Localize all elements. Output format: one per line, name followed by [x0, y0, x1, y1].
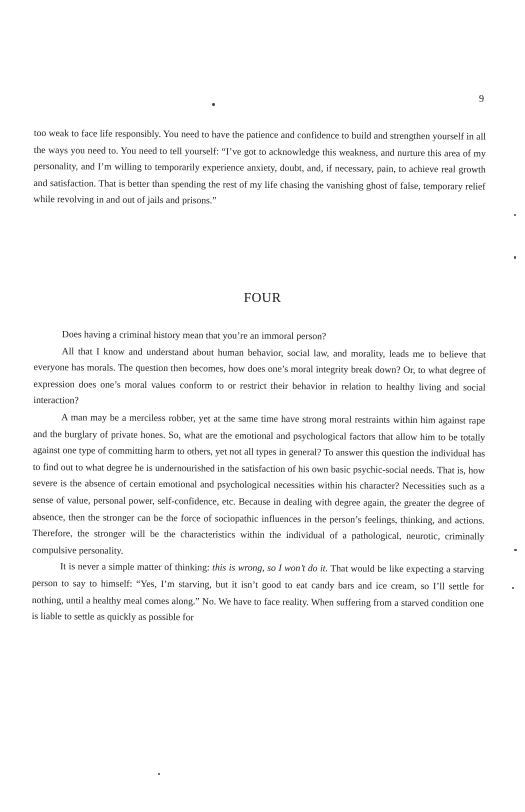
emphasized-phrase: this is wrong, so I won’t do it.: [212, 562, 328, 575]
body-paragraph-question: Does having a criminal history mean that you’re an immoral person?: [61, 329, 327, 343]
body-paragraph-morals: All that I know and understand about human behavior, social law, and morality, leads me to believe that everyone has morals. The question then becomes, how does one’s moral integrity break down? Or, to what degree of expression does one’s moral values conform to or restrict their behavior in relation to healthy living and social interaction?: [33, 345, 486, 407]
paragraph-text-start: It is never a simple matter of thinking:: [60, 561, 213, 574]
paragraph-text-end: That would be like expecting a starving person to say to himself: “Yes, I’m starving, but it isn’t good to eat candy bars and ice cream, so I’ll settle for nothing, until a healthy meal comes along.” No. We have to face reality. When suffering from a starved condition one is liable to settle as quickly as possible for: [31, 563, 485, 624]
scan-speck: [512, 587, 514, 589]
chapter-title: FOUR: [243, 290, 282, 305]
body-paragraph-thinking: [32, 559, 485, 629]
body-paragraph-robber: A man may be a merciless robber, yet at the same time have strong moral restraints within him against rape and the burglary of private hones. So, what are the emotional and psychological factors that allow him to be totally against one type of committing harm to others, yet not all types in general? To answer this question the individual has to find out to what degree he is undernourished in the satisfaction of his own basic psychic-social needs. That is, how severe is the absence of certain emotional and psychological necessities within his character? Necessities such as a sense of value, personal power, self-confidence, etc. Because in dealing with degree again, the greater the degree of absence, then the stronger can be the force of sociopathic influences in the person’s feelings, thinking, and actions. Therefore, the stronger will be the characteristics within the individual of a pathological, neurotic, criminally compulsive personality.: [32, 412, 486, 557]
page-number: 9: [479, 94, 484, 105]
chapter-body: [32, 327, 486, 629]
opening-paragraph: too weak to face life responsibly. You need to have the patience and confidence to build and strengthen yourself in all the ways you need to. You need to tell yourself: “I’ve got to acknowledge this weakness, and nurture this area of my personality, and I’m willing to temporarily experience anxiety, doubt, and, if necessary, pain, to achieve real growth and satisfaction. That is better than spending the rest of my life chasing the vanishing ghost of false, temporary relief while revolving in and out of jails and prisons.”: [33, 127, 486, 207]
scan-speck: [212, 103, 215, 106]
scan-speck: [514, 256, 516, 259]
scan-speck: [514, 549, 517, 551]
scan-speck: [514, 214, 516, 216]
scan-speck: [158, 773, 160, 775]
continued-text-block: [33, 126, 486, 213]
